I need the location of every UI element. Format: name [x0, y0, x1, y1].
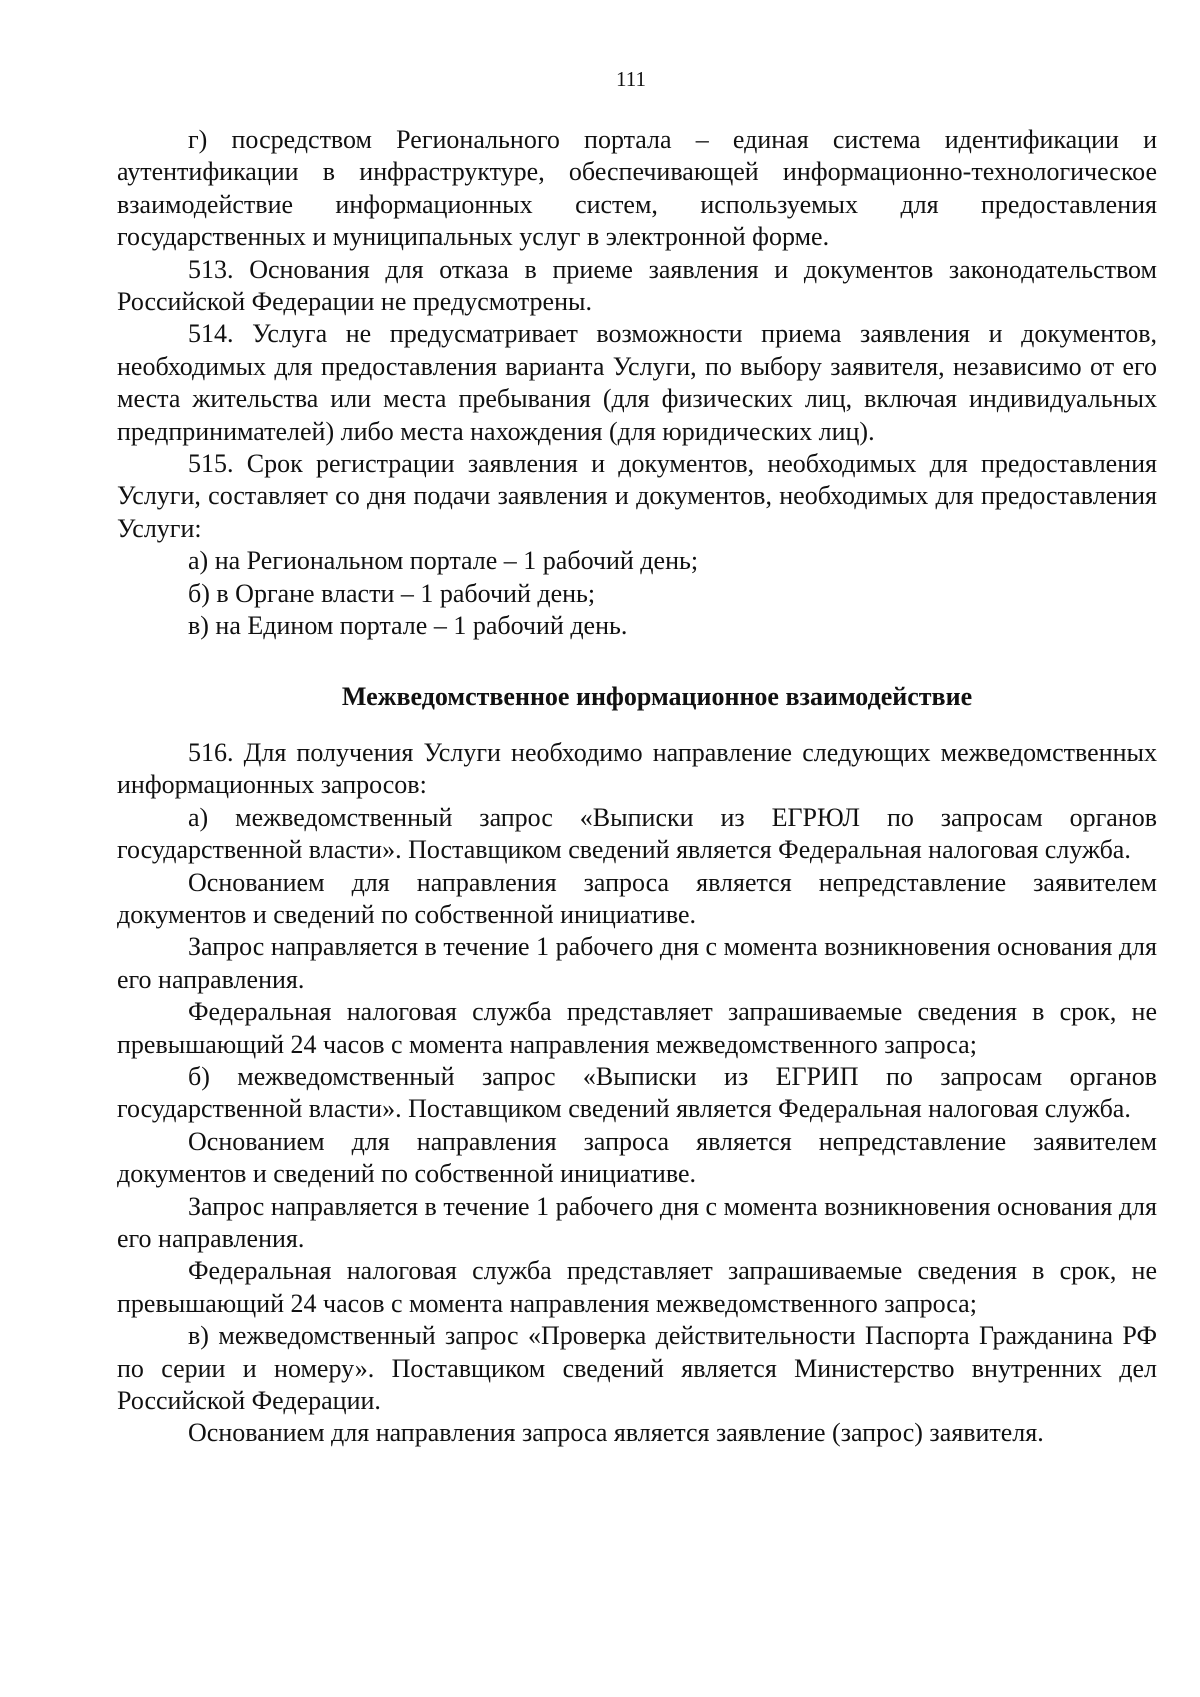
request-a: а) межведомственный запрос «Выписки из ЕГРЮЛ по запросам органов государственной власти». Поставщиком сведений является Федеральная налоговая служба. — [117, 802, 1157, 865]
request-a-response: Федеральная налоговая служба представляет запрашиваемые сведения в срок, не превышающий 24 часов с момента направления межведомственного запроса; — [117, 997, 1157, 1059]
request-a-timing: Запрос направляется в течение 1 рабочего дня с момента возникновения основания для его направления. — [117, 932, 1157, 994]
list-item-a: а) на Региональном портале – 1 рабочий день; — [188, 546, 699, 576]
section-heading: Межведомственное информационное взаимодействие — [341, 681, 973, 711]
paragraph-516: 516. Для получения Услуги необходимо направление следующих межведомственных информационных запросов: — [117, 737, 1157, 800]
request-v: в) межведомственный запрос «Проверка действительности Паспорта Гражданина РФ по серии и номеру». Поставщиком сведений является Министерство внутренних дел Российской Федерации. — [117, 1321, 1157, 1416]
request-b-basis: Основанием для направления запроса является непредставление заявителем документов и сведений по собственной инициативе. — [117, 1126, 1157, 1189]
request-a-basis: Основанием для направления запроса является непредставление заявителем документов и сведений по собственной инициативе. — [117, 867, 1157, 929]
request-v-basis: Основанием для направления запроса является заявление (запрос) заявителя. — [188, 1418, 1044, 1448]
paragraph-513: 513. Основания для отказа в приеме заявления и документов законодательством Российской Федерации не предусмотрены. — [117, 254, 1157, 317]
page-number: 111 — [616, 67, 646, 91]
paragraph-514: 514. Услуга не предусматривает возможности приема заявления и документов, необходимых для предоставления варианта Услуги, по выбору заявителя, независимо от его места жительства или места пребывания (для физических лиц, включая индивидуальных предпринимателей) либо места нахождения (для юридических лиц). — [117, 319, 1157, 446]
request-b-response: Федеральная налоговая служба представляет запрашиваемые сведения в срок, не превышающий 24 часов с момента направления межведомственного запроса; — [117, 1256, 1157, 1318]
paragraph-g-regional-portal: г) посредством Регионального портала – единая система идентификации и аутентификации в инфраструктуре, обеспечивающей информационно-технологическое взаимодействие информационных систем, используемых для предоставления государственных и муниципальных услуг в электронной форме. — [117, 125, 1157, 252]
list-item-b: б) в Органе власти – 1 рабочий день; — [188, 578, 596, 608]
paragraph-515: 515. Срок регистрации заявления и документов, необходимых для предоставления Услуги, составляет со дня подачи заявления и документов, необходимых для предоставления Услуги: — [117, 449, 1157, 543]
document-body — [117, 124, 1157, 1450]
request-b: б) межведомственный запрос «Выписки из ЕГРИП по запросам органов государственной власти». Поставщиком сведений является Федеральная налоговая служба. — [117, 1061, 1157, 1124]
request-b-timing: Запрос направляется в течение 1 рабочего дня с момента возникновения основания для его направления. — [117, 1191, 1157, 1253]
list-item-v: в) на Едином портале – 1 рабочий день. — [188, 611, 628, 641]
spacer — [117, 643, 1157, 681]
spacer — [117, 713, 1157, 737]
